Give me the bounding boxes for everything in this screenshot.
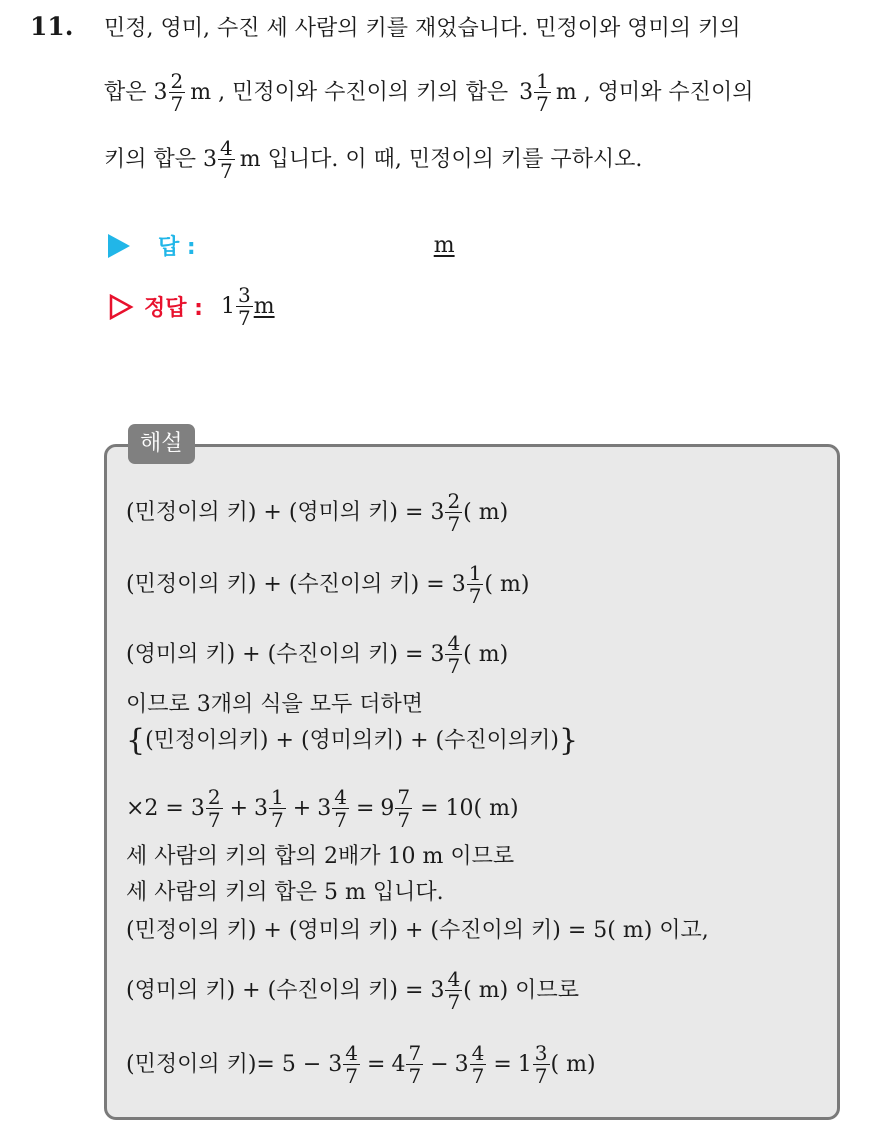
fraction: $\frac{4}{7}$ xyxy=(471,1041,485,1088)
fraction: $\frac{1}{7}$ xyxy=(536,69,549,116)
fraction: $\frac{2}{7}$ xyxy=(207,785,221,832)
fraction: $\frac{4}{7}$ xyxy=(447,967,461,1014)
question-number: 11. xyxy=(30,12,74,41)
explanation-line-5: { (민정이의키) + (영미의키) + (수진이의키) } xyxy=(126,723,579,758)
fraction: $\frac{4}{7}$ xyxy=(220,136,233,183)
explanation-line-9: (민정이의 키) + (영미의 키) + (수진이의 키) = 5( m) 이고, xyxy=(126,918,709,943)
fraction: $\frac{4}{7}$ xyxy=(334,785,347,832)
mixed-whole: 3 xyxy=(153,79,168,105)
question-text: m 입니다. 이 때, 민정이의 키를 구하시오. xyxy=(239,146,643,172)
answer-label: 답 : xyxy=(158,235,196,260)
outline-triangle-icon xyxy=(108,294,134,320)
correct-answer-label: 정답 : xyxy=(144,296,203,321)
explanation-box xyxy=(104,444,840,1120)
answer-row xyxy=(108,230,455,261)
question-line-3 xyxy=(104,137,646,182)
question-line-2 xyxy=(104,70,757,115)
explanation-line-8: 세 사람의 키의 합은 5 m 입니다. xyxy=(126,880,444,905)
mixed-whole: 1 xyxy=(220,294,235,319)
explanation-line-2: (민정이의 키) + (수진이의 키) = 3 $\frac{1}{7}$ ( m) xyxy=(126,561,530,608)
fraction: $\frac{1}{7}$ xyxy=(468,561,482,608)
explanation-line-10: (영미의 키) + (수진이의 키) = 3 $\frac{4}{7}$ ( m) 이므로 xyxy=(126,967,579,1014)
fraction: $\frac{4}{7}$ xyxy=(447,631,461,678)
question-line-1: 민정, 영미, 수진 세 사람의 키를 재었습니다. 민정이와 영미의 키의 xyxy=(104,16,741,41)
explanation-line-7: 세 사람의 키의 합의 2배가 10 m 이므로 xyxy=(126,844,515,869)
correct-answer-unit: m xyxy=(253,294,275,319)
explanation-line-6: ×2 = 3 $\frac{2}{7}$ + 3 $\frac{1}{7}$ + 3 $\frac{4}{7}$ = 9 $\frac{7}{7}$ = 10( m) xyxy=(126,785,519,832)
mixed-whole: 3 xyxy=(203,146,218,172)
fraction: $\frac{2}{7}$ xyxy=(447,489,461,536)
fraction: $\frac{1}{7}$ xyxy=(271,785,284,832)
correct-answer-row xyxy=(108,284,275,329)
explanation-tag: 해설 xyxy=(128,424,195,464)
answer-unit: m xyxy=(433,233,455,258)
fraction: $\frac{7}{7}$ xyxy=(397,785,411,832)
explanation-line-1: (민정이의 키) + (영미의 키) = 3 $\frac{2}{7}$ ( m) xyxy=(126,489,509,536)
fraction: $\frac{4}{7}$ xyxy=(345,1041,359,1088)
fraction: $\frac{3}{7}$ xyxy=(534,1041,548,1088)
question-text: 합은 xyxy=(104,79,147,105)
fraction: $\frac{7}{7}$ xyxy=(408,1041,422,1088)
fraction: $\frac{3}{7}$ xyxy=(237,283,251,330)
question-text: m , 영미와 수진이의 xyxy=(555,79,754,105)
fraction: $\frac{2}{7}$ xyxy=(170,69,184,116)
explanation-line-3: (영미의 키) + (수진이의 키) = 3 $\frac{4}{7}$ ( m) xyxy=(126,631,509,678)
mixed-whole: 3 xyxy=(519,79,534,105)
play-triangle-icon xyxy=(108,234,130,258)
question-text: m , 민정이와 수진이의 키의 합은 xyxy=(190,79,509,105)
explanation-line-4: 이므로 3개의 식을 모두 더하면 xyxy=(126,692,423,717)
explanation-line-11: (민정이의 키)= 5 − 3 $\frac{4}{7}$ = 4 $\frac{7}{7}$ − 3 $\frac{4}{7}$ = 1 $\frac{3}{7}$ ( m) xyxy=(126,1041,596,1088)
question-text: 키의 합은 xyxy=(104,146,197,172)
